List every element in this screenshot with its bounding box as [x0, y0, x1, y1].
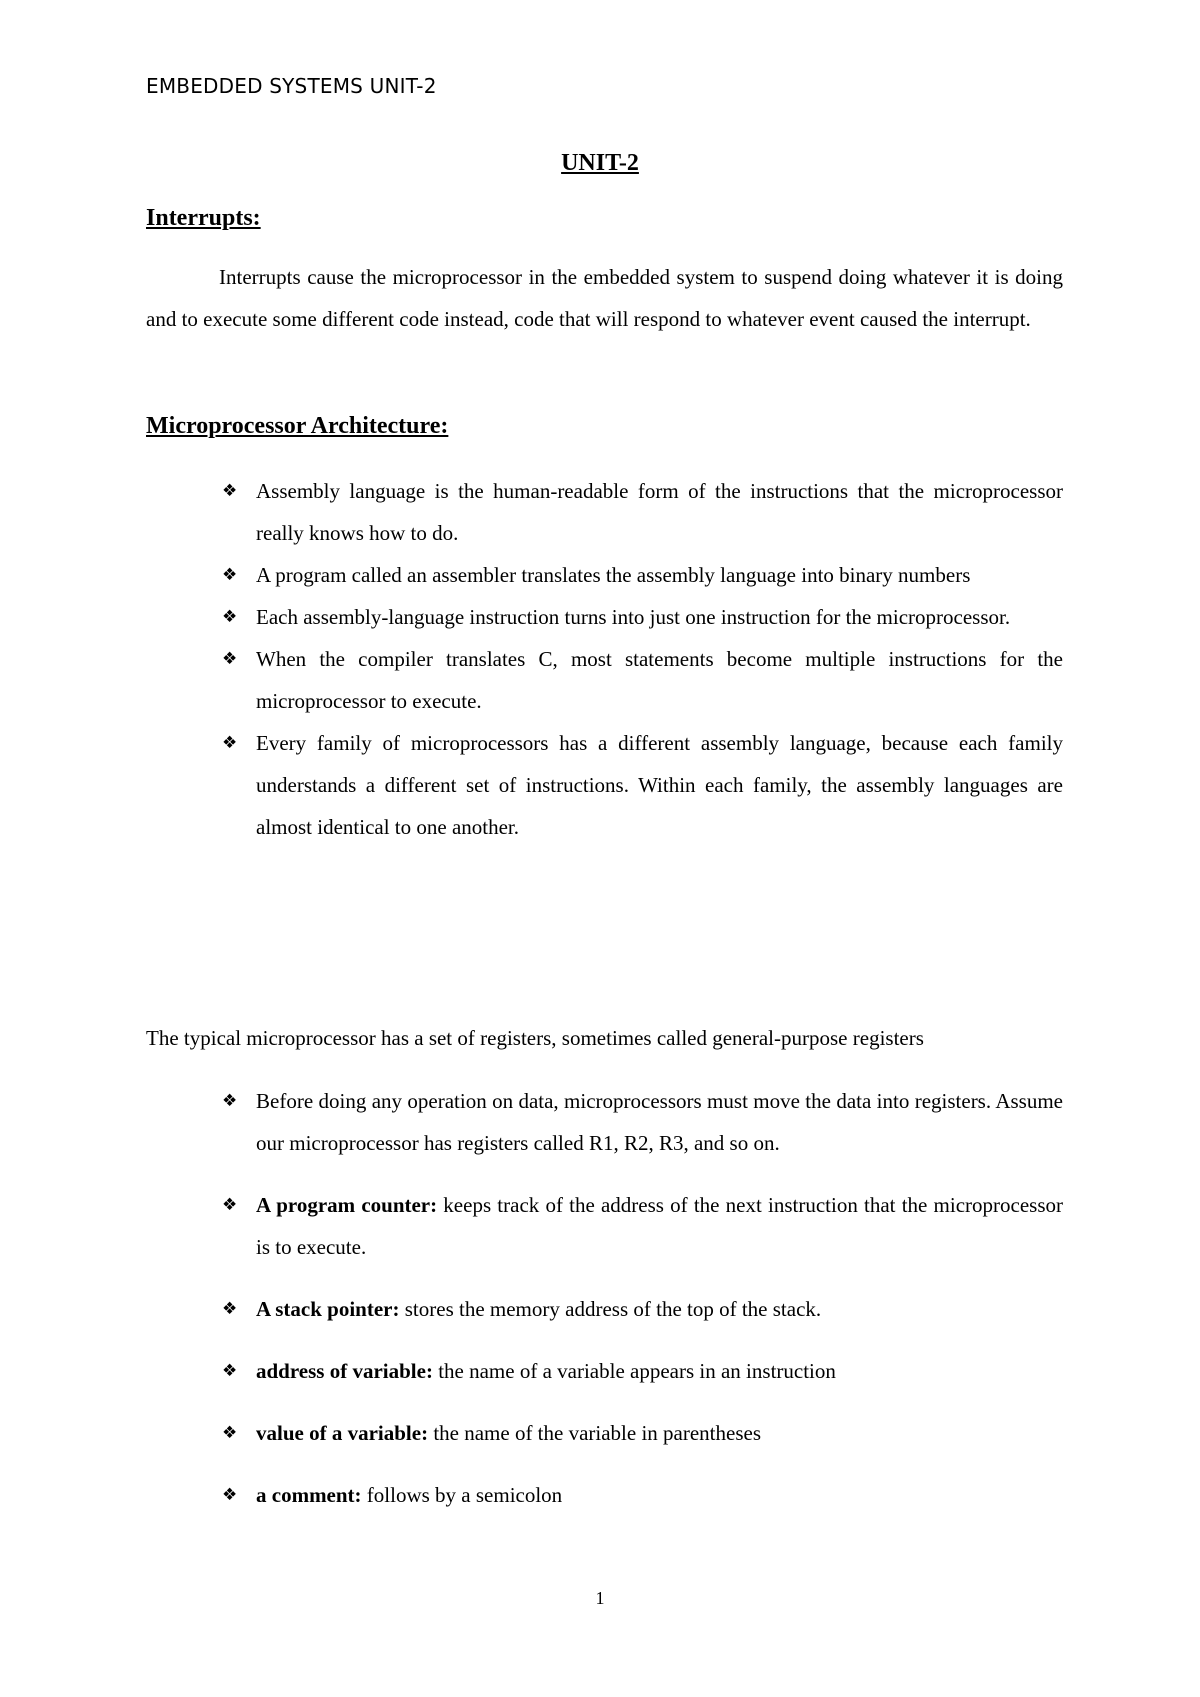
registers-bullet-list	[0, 1080, 1200, 1536]
list-item	[0, 470, 1063, 554]
interrupts-heading: Interrupts:	[146, 205, 261, 231]
bullet-text: A program called an assembler translates the assembly language into binary numbers	[256, 563, 971, 587]
diamond-bullet-icon: ❖	[222, 1361, 238, 1381]
bullet-text: the name of the variable in parentheses	[428, 1421, 762, 1445]
interrupts-paragraph: Interrupts cause the microprocessor in the embedded system to suspend doing whatever it is doing and to execute some different code instead, code that will respond to whatever event caused the interrupt.	[146, 265, 1063, 331]
list-item	[0, 1474, 1063, 1516]
bullet-text: When the compiler translates C, most statements become multiple instructions for the microprocessor to execute.	[256, 647, 1063, 713]
bullet-text: Before doing any operation on data, microprocessors must move the data into registers. Assume our microprocessor has registers called R1, R2, R3, and so on.	[256, 1089, 1063, 1155]
registers-intro: The typical microprocessor has a set of registers, sometimes called general-purpose registers	[146, 1026, 924, 1050]
bullet-term: a comment:	[256, 1483, 362, 1507]
list-item	[0, 638, 1063, 722]
bullet-term: address of variable:	[256, 1359, 433, 1383]
list-item	[0, 722, 1063, 848]
diamond-bullet-icon: ❖	[222, 733, 238, 753]
diamond-bullet-icon: ❖	[222, 1195, 238, 1215]
list-item	[0, 1184, 1063, 1268]
diamond-bullet-icon: ❖	[222, 1299, 238, 1319]
unit-title: UNIT-2	[561, 150, 639, 176]
bullet-text: Every family of microprocessors has a different assembly language, because each family understands a different set of instructions. Within each family, the assembly languages are almost identical to one another.	[256, 731, 1063, 839]
list-item	[0, 596, 1063, 638]
architecture-heading: Microprocessor Architecture:	[146, 413, 449, 439]
bullet-term: A stack pointer:	[256, 1297, 400, 1321]
list-item	[0, 1080, 1063, 1164]
diamond-bullet-icon: ❖	[222, 1091, 238, 1111]
bullet-text: stores the memory address of the top of the stack.	[399, 1297, 822, 1321]
page-number: 1	[595, 1588, 605, 1608]
list-item	[0, 1412, 1063, 1454]
diamond-bullet-icon: ❖	[222, 481, 238, 501]
bullet-text: Each assembly-language instruction turns into just one instruction for the microprocessor.	[256, 605, 1011, 629]
list-item	[0, 554, 1063, 596]
bullet-term: A program counter:	[256, 1193, 438, 1217]
bullet-text: keeps track of the address of the next instruction that the microprocessor is to execute.	[256, 1193, 1064, 1259]
running-header: EMBEDDED SYSTEMS UNIT-2	[146, 74, 437, 98]
diamond-bullet-icon: ❖	[222, 607, 238, 627]
bullet-text: Assembly language is the human-readable form of the instructions that the microprocessor really knows how to do.	[256, 479, 1063, 545]
list-item	[0, 1288, 1063, 1330]
bullet-term: value of a variable:	[256, 1421, 429, 1445]
diamond-bullet-icon: ❖	[222, 1485, 238, 1505]
bullet-text: follows by a semicolon	[361, 1483, 563, 1507]
diamond-bullet-icon: ❖	[222, 1423, 238, 1443]
architecture-bullet-list	[0, 470, 1200, 848]
list-item	[0, 1350, 1063, 1392]
bullet-text: the name of a variable appears in an instruction	[432, 1359, 836, 1383]
diamond-bullet-icon: ❖	[222, 565, 238, 585]
diamond-bullet-icon: ❖	[222, 649, 238, 669]
